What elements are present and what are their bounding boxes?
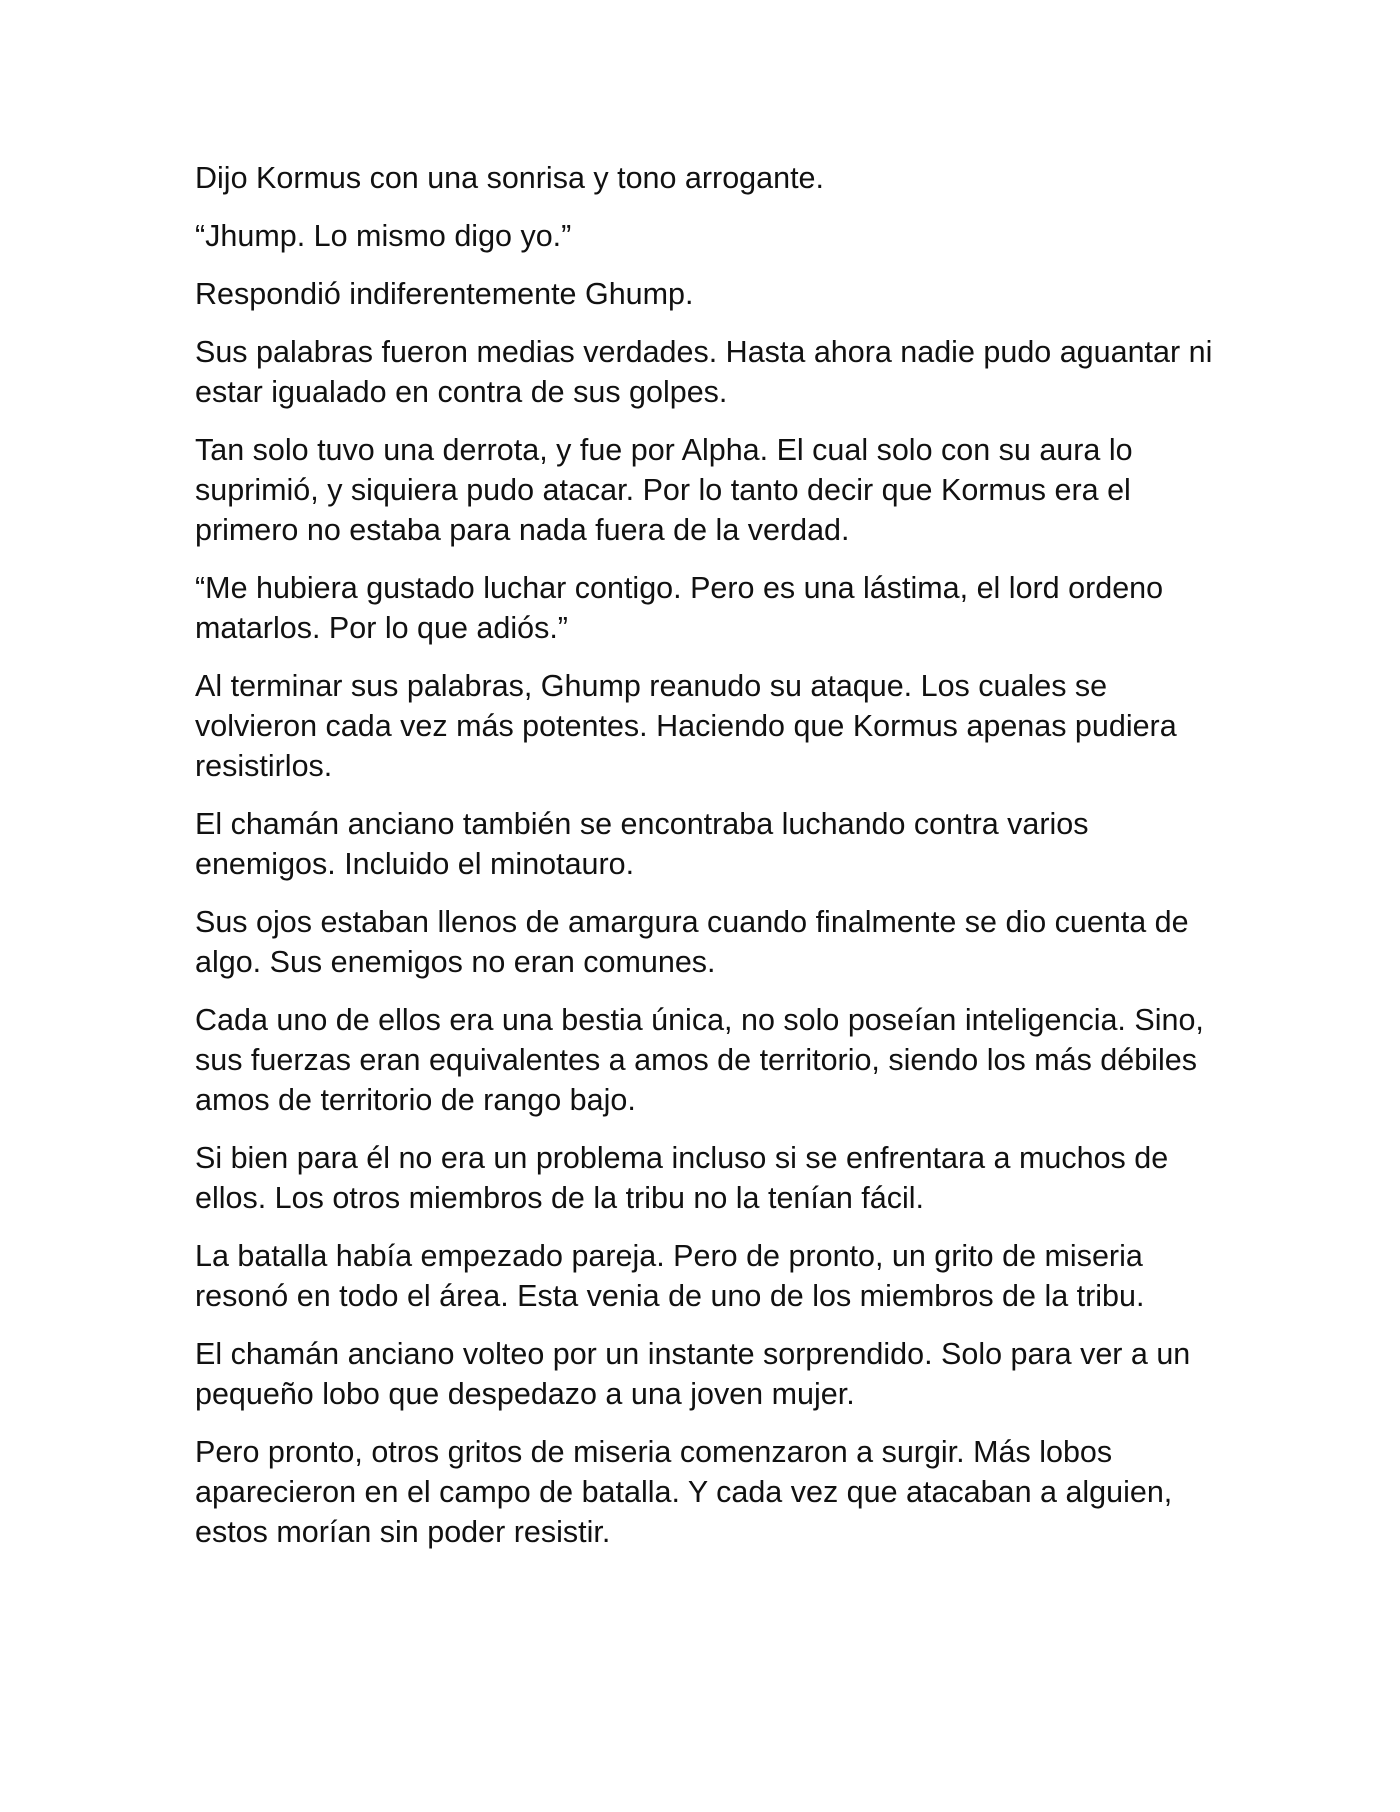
paragraph: Si bien para él no era un problema incluso si se enfrentara a muchos de ellos. Los otros miembros de la tribu no la tenían fácil.	[195, 1141, 1169, 1215]
body-text	[195, 158, 1225, 1570]
paragraph: Tan solo tuvo una derrota, y fue por Alpha. El cual solo con su aura lo suprimió, y siquiera pudo atacar. Por lo tanto decir que Kormus era el primero no estaba para nada fuera de la verdad.	[195, 433, 1133, 547]
paragraph: El chamán anciano volteo por un instante sorprendido. Solo para ver a un pequeño lobo que despedazo a una joven mujer.	[195, 1337, 1191, 1411]
paragraph: Pero pronto, otros gritos de miseria comenzaron a surgir. Más lobos aparecieron en el campo de batalla. Y cada vez que atacaban a alguien, estos morían sin poder resistir.	[195, 1435, 1173, 1549]
paragraph: “Jhump. Lo mismo digo yo.”	[195, 219, 572, 253]
paragraph: Cada uno de ellos era una bestia única, no solo poseían inteligencia. Sino, sus fuerzas eran equivalentes a amos de territorio, siendo los más débiles amos de territorio de rango bajo.	[195, 1003, 1204, 1117]
paragraph: Al terminar sus palabras, Ghump reanudo su ataque. Los cuales se volvieron cada vez más potentes. Haciendo que Kormus apenas pudiera resistirlos.	[195, 669, 1177, 783]
paragraph: El chamán anciano también se encontraba luchando contra varios enemigos. Incluido el minotauro.	[195, 807, 1089, 881]
paragraph: “Me hubiera gustado luchar contigo. Pero es una lástima, el lord ordeno matarlos. Por lo que adiós.”	[195, 571, 1164, 645]
paragraph: Respondió indiferentemente Ghump.	[195, 277, 694, 311]
paragraph: La batalla había empezado pareja. Pero de pronto, un grito de miseria resonó en todo el área. Esta venia de uno de los miembros de la tribu.	[195, 1239, 1145, 1313]
paragraph: Sus palabras fueron medias verdades. Hasta ahora nadie pudo aguantar ni estar igualado en contra de sus golpes.	[195, 335, 1213, 409]
paragraph: Dijo Kormus con una sonrisa y tono arrogante.	[195, 161, 824, 195]
paragraph: Sus ojos estaban llenos de amargura cuando finalmente se dio cuenta de algo. Sus enemigos no eran comunes.	[195, 905, 1189, 979]
